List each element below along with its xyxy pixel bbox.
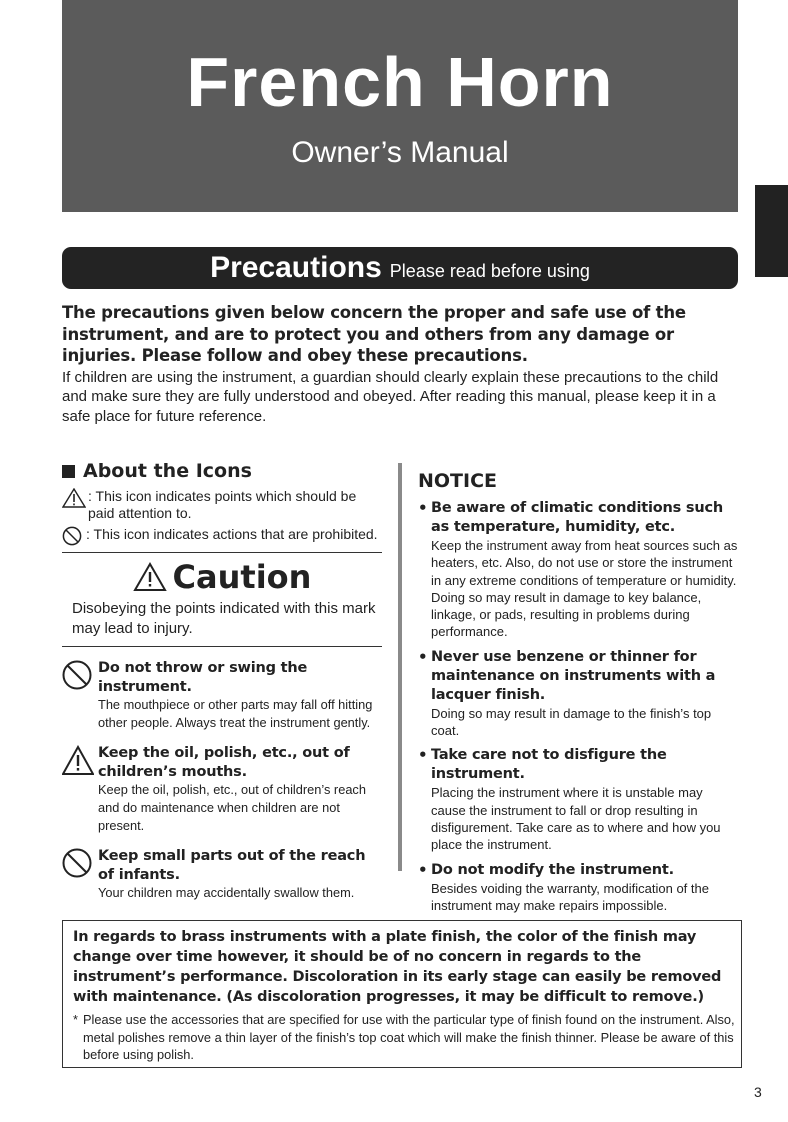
warning-icon-desc [62,488,382,522]
column-divider [398,463,402,871]
caution-item [62,744,382,835]
warning-icon [62,488,86,508]
page-number: 3 [754,1084,762,1100]
item-text: Doing so may result in damage to the finish’s top coat. [431,705,712,739]
plate-finish-text: In regards to brass instruments with a plate finish, the color of the finish may change over time however, it should be of no concern in regards to the instrument’s performance. Discoloration in its early stage can easily be removed with maintenance. (As discoloration progresses, it may be difficult to remove.) [73,929,722,1005]
item-text: Your children may accidentally swallow them. [98,885,355,900]
bullet-icon: • [418,860,428,879]
notice-heading: NOTICE [418,470,498,492]
item-heading: Do not modify the instrument. [431,861,674,878]
prohibited-icon [62,660,94,692]
precautions-banner [62,247,738,289]
caution-title: Caution [172,558,312,596]
prohibited-icon [62,848,94,880]
item-heading: Never use benzene or thinner for maintenance on instruments with a lacquer finish. [431,648,716,703]
caution-column [62,460,382,902]
notice-item [418,499,740,641]
divider [62,552,382,553]
intro-bold: The precautions given below concern the proper and safe use of the instrument, and are to protect you and others from any damage or injuries. Please follow and obey these precautions. [62,303,686,365]
item-text: Besides voiding the warranty, modification of the instrument may make repairs impossible. [431,880,709,913]
plate-finish-box [62,920,742,1068]
about-icons-heading [62,460,382,482]
document-subtitle: Owner’s Manual [291,136,509,169]
intro [62,302,742,426]
document-title: French Horn [186,43,614,121]
warning-icon [62,745,94,777]
item-text: Placing the instrument where it is unstable may cause the instrument to fall or drop resulting in disfigurement. Take care as to where and how you place the instrument. [431,785,721,853]
plate-finish-note [73,1011,735,1064]
bullet-icon: • [418,499,428,517]
title-banner [62,0,738,212]
item-heading: Do not throw or swing the instrument. [98,660,308,695]
caution-list [62,659,382,902]
bullet-icon: • [418,647,428,666]
desc-text: : This icon indicates actions that are prohibited. [86,526,378,542]
notice-item [418,861,740,915]
desc-text: : This icon indicates points which should be paid attention to. [88,488,357,521]
notice-item [418,746,740,853]
square-bullet-icon [62,465,75,478]
asterisk: * [73,1012,78,1027]
item-heading: Take care not to disfigure the instrument. [431,747,667,783]
warning-icon [133,562,167,592]
intro-text: If children are using the instrument, a guardian should clearly explain these precautions to the child and make sure they are fully understood and obeyed. After reading this manual, please keep it in a safe place for future reference. [62,368,719,425]
prohibited-icon-desc [62,526,382,546]
caution-heading [62,555,382,599]
item-text: Keep the oil, polish, etc., out of children’s reach and do maintenance when children are not present. [98,782,366,833]
item-heading: Be aware of climatic conditions such as temperature, humidity, etc. [431,500,723,535]
caution-note: Disobeying the points indicated with this mark may lead to injury. [72,600,376,637]
caution-item [62,659,382,732]
prohibited-icon [62,526,84,546]
item-text: Keep the instrument away from heat sources such as heaters, etc. Also, do not use or store the instrument in any extreme conditions of temperature or humidity. Doing so may result in damage to key balance, linkage, or pads, resulting in problems during performance. [431,538,738,640]
bullet-icon: • [418,746,428,765]
note-text: Please use the accessories that are specified for use with the particular type of finish found on the instrument. Also, metal polishes remove a thin layer of the finish’s top coat which will make the finish thinner. Please be aware of this before using polish. [83,1012,735,1062]
section-tab-marker [755,185,788,277]
item-text: The mouthpiece or other parts may fall off hitting other people. Always treat the instrument gently. [98,697,373,730]
divider [62,646,382,647]
precautions-subtitle: Please read before using [389,261,590,281]
precautions-title: Precautions [210,251,382,284]
notice-item [418,648,740,740]
caution-item [62,847,382,902]
item-heading: Keep the oil, polish, etc., out of children’s mouths. [98,745,350,780]
item-heading: Keep small parts out of the reach of infants. [98,848,366,883]
notice-column [418,470,740,914]
heading-text: About the Icons [83,460,252,482]
